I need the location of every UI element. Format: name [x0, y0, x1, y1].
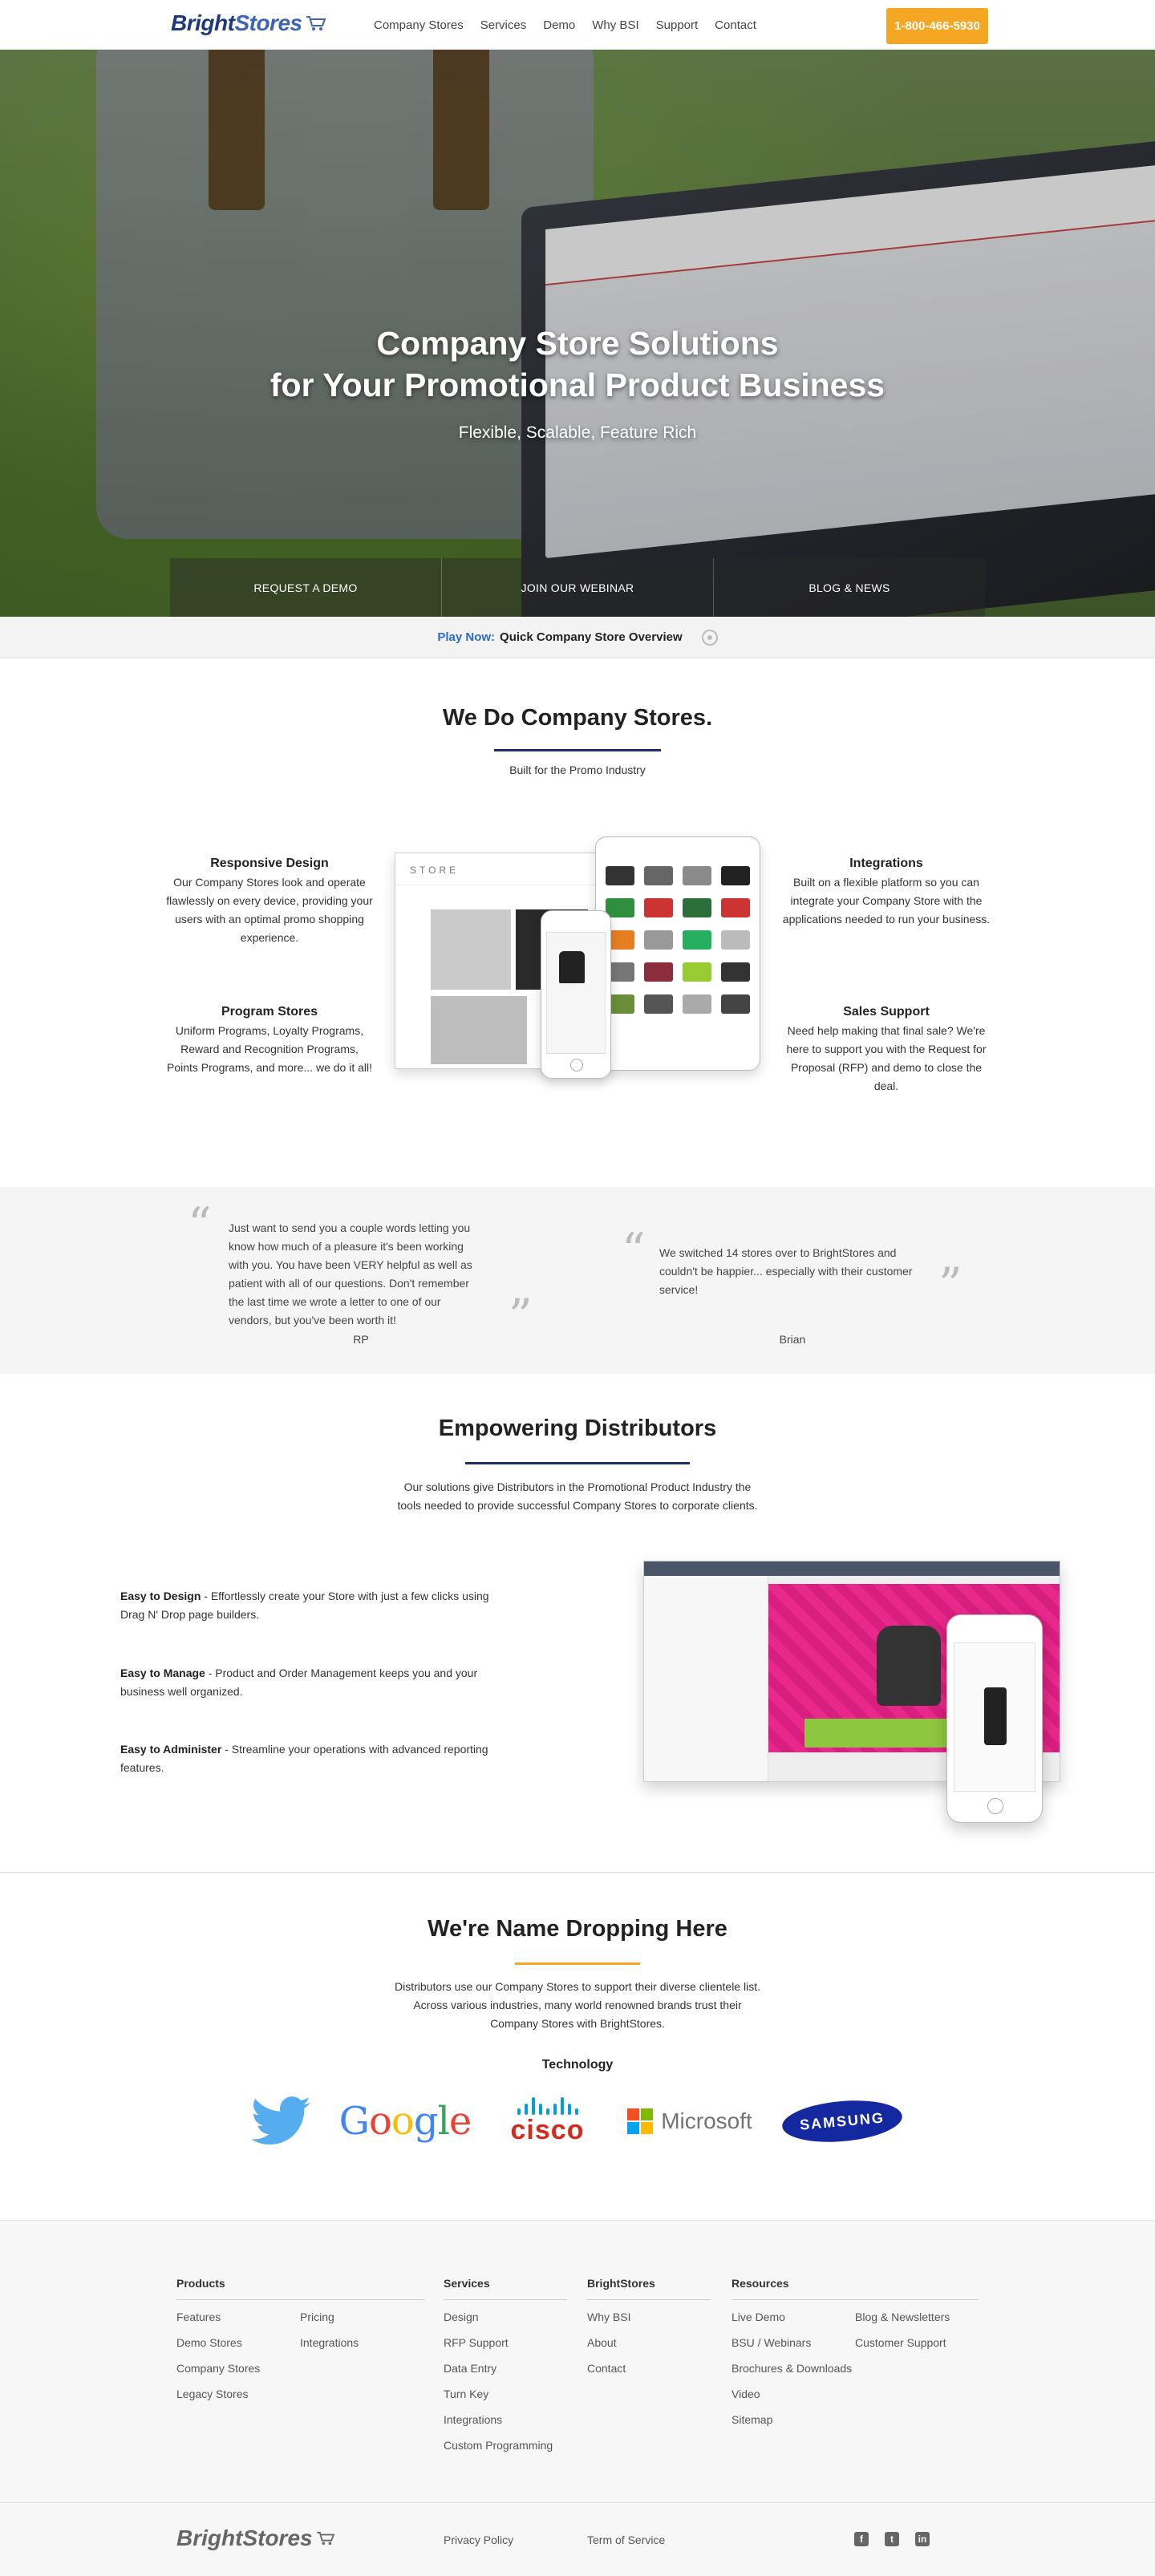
terms-of-service-link[interactable]: Term of Service	[587, 2533, 666, 2546]
footer-link[interactable]: Company Stores	[176, 2362, 261, 2375]
footer-link[interactable]: Turn Key	[444, 2388, 489, 2400]
microsoft-logo: Microsoft	[626, 2093, 754, 2149]
section-subtitle: Distributors use our Company Stores to support their diverse clientele list. Across various industries, many world renowned brands trust their Company Stores with BrightStores.	[395, 1980, 760, 2030]
join-webinar-link[interactable]: JOIN OUR WEBINAR	[442, 558, 714, 617]
empower-item-manage: Easy to Manage - Product and Order Management keeps you and your business well organized.	[120, 1667, 478, 1698]
footer-link[interactable]: Video	[732, 2388, 760, 2400]
company-stores-section	[0, 658, 1155, 1187]
testimonial-text: Just want to send you a couple words letting you know how much of a pleasure it's been working with you. You have been VERY helpful as well as patient with all of our questions. Don't remember the last time we wrote a letter to one of our vendors, but you've been worth it!	[229, 1221, 472, 1326]
empowering-section	[0, 1374, 1155, 1873]
admin-phone-image	[946, 1614, 1043, 1823]
nav-services[interactable]: Services	[480, 18, 527, 32]
nav-contact[interactable]: Contact	[715, 18, 756, 32]
close-quote-icon: ”	[509, 1289, 533, 1343]
footer-link[interactable]: Design	[444, 2311, 479, 2323]
testimonial-author: Brian	[779, 1333, 806, 1346]
footer-link[interactable]: Integrations	[444, 2413, 503, 2426]
nav-support[interactable]: Support	[655, 18, 699, 32]
request-demo-link[interactable]: REQUEST A DEMO	[170, 558, 442, 617]
section-subtitle: Built for the Promo Industry	[509, 763, 646, 776]
footer-link[interactable]: Contact	[587, 2362, 626, 2375]
footer-link[interactable]: Brochures & Downloads	[732, 2362, 853, 2375]
footer-link[interactable]: Sitemap	[732, 2413, 773, 2426]
twitter-icon[interactable]: t	[885, 2532, 899, 2546]
samsung-logo: SAMSUNG	[782, 2093, 902, 2149]
play-now-label: Play Now:	[437, 630, 496, 644]
tablet-mockup	[595, 836, 760, 1071]
footer-link[interactable]: RFP Support	[444, 2336, 509, 2349]
play-icon[interactable]	[702, 630, 718, 646]
blog-news-link[interactable]: BLOG & NEWS	[808, 581, 890, 594]
google-logo: G o o g l e	[338, 2099, 472, 2144]
footer-bottom-bar	[0, 2503, 1155, 2576]
hero-title: Company Store Solutions for Your Promotional Product Business	[270, 325, 886, 403]
facebook-icon[interactable]: f	[854, 2532, 869, 2546]
footer-link[interactable]: Live Demo	[732, 2311, 785, 2323]
footer-logo[interactable]: Bright Stores	[176, 2525, 335, 2551]
testimonial-author: RP	[353, 1333, 369, 1346]
footer-services-heading: Services	[444, 2277, 567, 2300]
hero-action-bar	[0, 558, 1155, 617]
section-subtitle: Our solutions give Distributors in the Promotional Product Industry the tools needed to provide successful Company Stores to corporate clients.	[397, 1480, 758, 1512]
footer-link[interactable]: Data Entry	[444, 2362, 497, 2375]
phone-button[interactable]: 1-800-466-5930	[886, 8, 988, 44]
section-title: We're Name Dropping Here	[428, 1916, 727, 1942]
open-quote-icon: “	[622, 1223, 646, 1278]
close-quote-icon: ”	[938, 1258, 962, 1312]
cart-icon	[306, 15, 326, 31]
footer-link[interactable]: Blog & Newsletters	[855, 2311, 950, 2323]
title-underline	[465, 1462, 690, 1464]
feature-program-stores: Program Stores Uniform Programs, Loyalty Programs, Reward and Recognition Programs, Points Programs, and more... we do it all!	[167, 1005, 372, 1074]
footer-link[interactable]: Integrations	[300, 2336, 359, 2349]
footer-link[interactable]: Custom Programming	[444, 2439, 553, 2452]
cart-icon	[316, 2531, 335, 2546]
footer-link[interactable]: Features	[176, 2311, 221, 2323]
phone-mockup	[541, 910, 611, 1079]
empower-item-design: Easy to Design - Effortlessly create your Store with just a few clicks using Drag N' Drop page builders.	[120, 1590, 489, 1621]
nav-demo[interactable]: Demo	[543, 18, 576, 32]
nav-company-stores[interactable]: Company Stores	[374, 18, 464, 32]
title-underline	[494, 749, 661, 751]
top-nav	[0, 0, 1155, 50]
main-menu	[374, 0, 756, 50]
responsive-devices-image	[395, 836, 760, 1089]
footer-link[interactable]: Pricing	[300, 2311, 334, 2323]
footer-brightstores-heading: BrightStores	[587, 2277, 711, 2300]
video-play-bar[interactable]	[0, 617, 1155, 658]
section-title: We Do Company Stores.	[442, 705, 713, 731]
footer-products-heading: Products	[176, 2277, 425, 2300]
testimonials-section	[0, 1187, 1155, 1374]
microsoft-icon	[627, 2108, 653, 2134]
twitter-logo	[249, 2093, 313, 2149]
feature-responsive-design: Responsive Design Our Company Stores look and operate flawlessly on every device, providing your users with an optimal promo shopping experience.	[166, 857, 373, 944]
footer-link[interactable]: Demo Stores	[176, 2336, 242, 2349]
twitter-icon	[251, 2096, 310, 2146]
section-title: Empowering Distributors	[438, 1416, 717, 1441]
video-title: Quick Company Store Overview	[500, 630, 683, 644]
footer-link[interactable]: Customer Support	[855, 2336, 946, 2349]
footer-link[interactable]: Why BSI	[587, 2311, 631, 2323]
footer-resources-heading: Resources	[732, 2277, 979, 2300]
footer-link[interactable]: Legacy Stores	[176, 2388, 249, 2400]
testimonial-text: We switched 14 stores over to BrightStores and couldn't be happier... especially with their customer service!	[659, 1246, 913, 1296]
cisco-logo: cisco	[497, 2093, 598, 2149]
name-dropping-section	[0, 1873, 1155, 2220]
desktop-mockup: STORE	[395, 853, 603, 1069]
feature-integrations: Integrations Built on a flexible platform so you can integrate your Company Store with the applications needed to run your business.	[782, 857, 991, 925]
hero-text	[0, 322, 1155, 443]
linkedin-icon[interactable]: in	[915, 2532, 930, 2546]
brand-category: Technology	[541, 2058, 614, 2072]
brightstores-logo[interactable]: Bright Stores	[171, 10, 326, 36]
empower-item-administer: Easy to Administer - Streamline your operations with advanced reporting features.	[120, 1743, 488, 1774]
hero-subtitle: Flexible, Scalable, Feature Rich	[458, 423, 697, 442]
feature-sales-support: Sales Support Need help making that final sale? We're here to support you with the Request for Proposal (RFP) and demo to close the deal.	[786, 1005, 987, 1092]
footer-link[interactable]: About	[587, 2336, 617, 2349]
hero-banner	[0, 50, 1155, 617]
nav-why-bsi[interactable]: Why BSI	[592, 18, 639, 32]
open-quote-icon: “	[188, 1197, 212, 1252]
footer-link[interactable]: BSU / Webinars	[732, 2336, 812, 2349]
title-underline	[515, 1962, 640, 1965]
footer	[0, 2220, 1155, 2503]
privacy-policy-link[interactable]: Privacy Policy	[444, 2533, 514, 2546]
